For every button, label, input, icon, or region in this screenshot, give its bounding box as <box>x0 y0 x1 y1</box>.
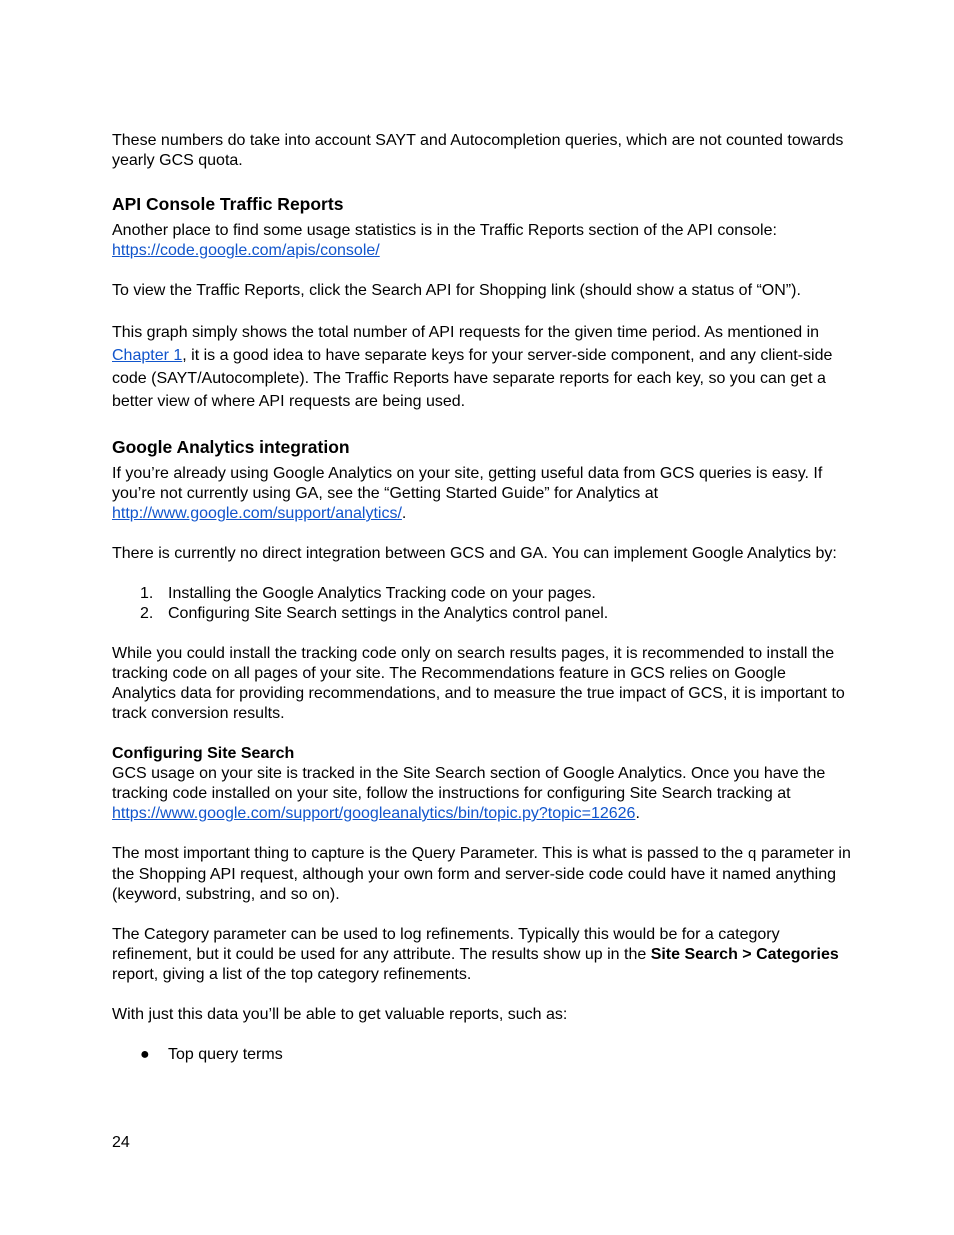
api-console-p1-text: Another place to find some usage statistics is in the Traffic Reports section of the API console: <box>112 222 777 239</box>
api-console-p3-after: , it is a good idea to have separate keys for your server-side component, and any client-side code (SAYT/Autocomplete). The Traffic Reports have separate reports for each key, so you can get a better view of where API requests are being used. <box>112 347 833 410</box>
ga-step-marker: 1. <box>140 585 154 602</box>
api-console-p3-before: This graph simply shows the total number of API requests for the given time period. As mentioned in <box>112 324 820 341</box>
site-search-heading: Configuring Site Search <box>112 745 295 762</box>
site-search-paragraph-4: With just this data you’ll be able to get valuable reports, such as: <box>112 1006 568 1023</box>
api-console-link[interactable]: https://code.google.com/apis/console/ <box>112 242 380 259</box>
ga-support-link[interactable]: http://www.google.com/support/analytics/ <box>112 505 402 522</box>
site-search-p2-after: parameter in the Shopping API request, although your own form and server-side code could have it named anything (keyword, substring, and so on). <box>112 845 851 903</box>
site-search-p3-after: report, giving a list of the top category refinements. <box>112 966 472 983</box>
site-search-p1-end: . <box>635 805 640 822</box>
ga-steps-list <box>112 584 852 624</box>
ga-step-marker: 2. <box>140 605 154 622</box>
ga-step-text: Configuring Site Search settings in the Analytics control panel. <box>168 605 609 622</box>
reports-bullet-text: Top query terms <box>168 1046 283 1063</box>
ga-step-item <box>112 604 852 624</box>
site-search-p3-before: The Category parameter can be used to log refinements. Typically this would be for a category refinement, but it could be used for any attribute. The results show up in the <box>112 926 780 963</box>
ga-paragraph-1 <box>112 464 852 524</box>
api-console-heading: API Console Traffic Reports <box>112 194 344 214</box>
intro-paragraph: These numbers do take into account SAYT and Autocompletion queries, which are not counted towards yearly GCS quota. <box>112 132 844 169</box>
chapter-1-link[interactable]: Chapter 1 <box>112 347 183 364</box>
ga-paragraph-3: While you could install the tracking code only on search results pages, it is recommended to install the tracking code on all pages of your site. The Recommendations feature in GCS relies on Google Analytics data for providing recommendations, and to measure the true impact of GCS, it is important to track conversion results. <box>112 645 845 722</box>
site-search-paragraph-1 <box>112 764 852 824</box>
api-console-paragraph-2: To view the Traffic Reports, click the Search API for Shopping link (should show a status of “ON”). <box>112 282 801 299</box>
ga-step-text: Installing the Google Analytics Tracking code on your pages. <box>168 585 596 602</box>
ga-step-item <box>112 584 852 604</box>
ga-heading: Google Analytics integration <box>112 437 350 457</box>
site-search-p1-text: GCS usage on your site is tracked in the Site Search section of Google Analytics. Once you have the tracking code installed on your site, follow the instructions for configuring Site Search tracking at <box>112 765 826 802</box>
reports-bullet-item <box>112 1045 852 1065</box>
api-console-paragraph-3 <box>112 321 852 413</box>
ga-p1-end: . <box>401 505 407 522</box>
site-search-topic-link[interactable]: https://www.google.com/support/googleanalytics/bin/topic.py?topic=12626 <box>112 805 636 822</box>
document-page <box>112 131 852 1065</box>
ga-p1-text: If you’re already using Google Analytics on your site, getting useful data from GCS queries is easy. If you’re not currently using GA, see the “Getting Started Guide” for Analytics at <box>112 465 823 502</box>
q-parameter-code: q <box>747 846 757 863</box>
site-search-paragraph-3 <box>112 925 852 985</box>
site-search-paragraph-2 <box>112 844 852 905</box>
site-search-p2-before: The most important thing to capture is the Query Parameter. This is what is passed to the <box>112 845 748 862</box>
reports-bullet-list <box>112 1045 852 1065</box>
page-number: 24 <box>112 1134 130 1151</box>
api-console-paragraph-1 <box>112 221 852 261</box>
site-search-categories-report: Site Search > Categories <box>650 946 839 963</box>
ga-paragraph-2: There is currently no direct integration between GCS and GA. You can implement Google Analytics by: <box>112 545 837 562</box>
bullet-marker: ● <box>140 1046 150 1063</box>
